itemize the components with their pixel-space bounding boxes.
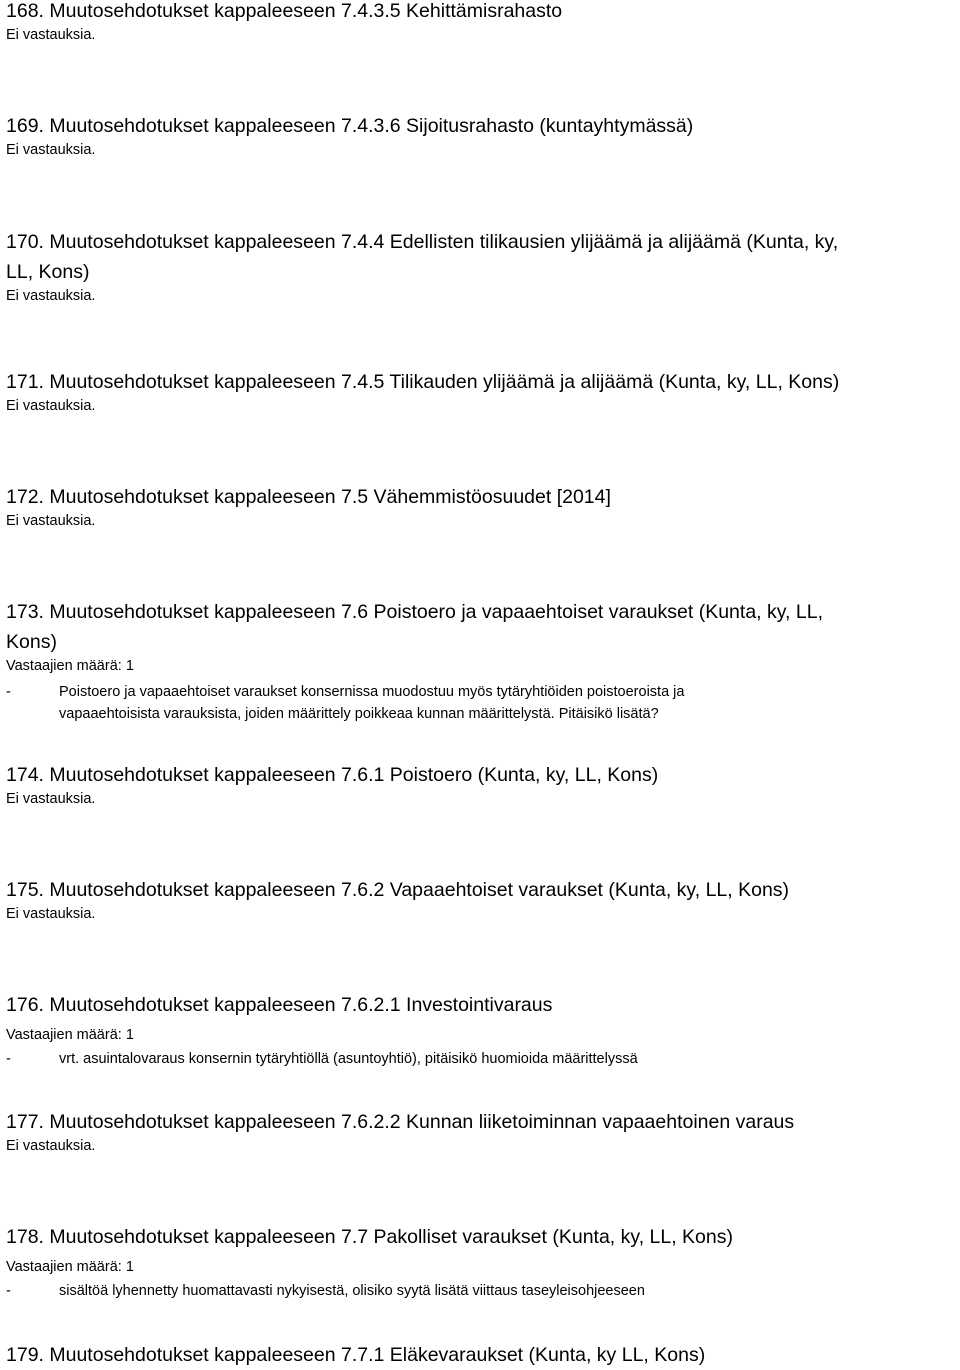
question-179 — [6, 1340, 956, 1370]
question-title: 179. Muutosehdotukset kappaleeseen 7.7.1 Eläkevaraukset (Kunta, ky LL, Kons) — [6, 1344, 706, 1366]
response-text-line-2: vapaaehtoisista varauksista, joiden määrittely poikkeaa kunnan määrittelystä. Pitäisikö lisätä? — [59, 706, 659, 722]
question-status: Ei vastauksia. — [6, 142, 96, 158]
question-176 — [6, 990, 956, 1070]
question-title-line-1: 173. Muutosehdotukset kappaleeseen 7.6 Poistoero ja vapaaehtoiset varaukset (Kunta, ky, LL, — [6, 601, 824, 623]
question-status: Ei vastauksia. — [6, 1138, 96, 1154]
respondent-count: Vastaajien määrä: 1 — [6, 1259, 134, 1275]
question-173 — [6, 597, 956, 725]
response-item — [6, 1280, 956, 1302]
question-169 — [6, 111, 956, 159]
question-title: 178. Muutosehdotukset kappaleeseen 7.7 Pakolliset varaukset (Kunta, ky, LL, Kons) — [6, 1226, 733, 1248]
question-title: 177. Muutosehdotukset kappaleeseen 7.6.2.2 Kunnan liiketoiminnan vapaaehtoinen varaus — [6, 1111, 795, 1133]
response-item — [6, 681, 956, 725]
response-text-line-1: vrt. asuintalovaraus konsernin tytäryhtiöllä (asuntoyhtiö), pitäisikö huomioida määrittelyssä — [59, 1051, 638, 1067]
question-title: 169. Muutosehdotukset kappaleeseen 7.4.3.6 Sijoitusrahasto (kuntayhtymässä) — [6, 115, 694, 137]
question-status: Ei vastauksia. — [6, 513, 96, 529]
question-175 — [6, 875, 956, 923]
question-status: Ei vastauksia. — [6, 27, 96, 43]
question-title: 172. Muutosehdotukset kappaleeseen 7.5 Vähemmistöosuudet [2014] — [6, 486, 611, 508]
response-item — [6, 1048, 956, 1070]
question-178 — [6, 1222, 956, 1302]
response-text-line-1: Poistoero ja vapaaehtoiset varaukset konsernissa muodostuu myös tytäryhtiöiden poistoeroista ja — [59, 684, 685, 700]
question-171 — [6, 367, 956, 415]
question-status: Ei vastauksia. — [6, 791, 96, 807]
question-status: Ei vastauksia. — [6, 288, 96, 304]
response-text-line-1: sisältöä lyhennetty huomattavasti nykyisestä, olisiko syytä lisätä viittaus taseyleisohjeeseen — [59, 1283, 645, 1299]
question-174 — [6, 760, 956, 808]
question-177 — [6, 1107, 956, 1155]
respondent-count: Vastaajien määrä: 1 — [6, 658, 134, 674]
bullet-dash: - — [6, 1051, 11, 1067]
question-title-line-2: LL, Kons) — [6, 261, 90, 283]
question-title: 168. Muutosehdotukset kappaleeseen 7.4.3.5 Kehittämisrahasto — [6, 0, 563, 22]
question-title-line-2: Kons) — [6, 631, 57, 653]
bullet-dash: - — [6, 684, 11, 700]
question-title: 171. Muutosehdotukset kappaleeseen 7.4.5 Tilikauden ylijäämä ja alijäämä (Kunta, ky, LL, Kons) — [6, 371, 840, 393]
bullet-dash: - — [6, 1283, 11, 1299]
question-status: Ei vastauksia. — [6, 398, 96, 414]
question-title: 175. Muutosehdotukset kappaleeseen 7.6.2 Vapaaehtoiset varaukset (Kunta, ky, LL, Kons) — [6, 879, 790, 901]
respondent-count: Vastaajien määrä: 1 — [6, 1027, 134, 1043]
question-title: 174. Muutosehdotukset kappaleeseen 7.6.1 Poistoero (Kunta, ky, LL, Kons) — [6, 764, 659, 786]
question-title-line-1: 170. Muutosehdotukset kappaleeseen 7.4.4 Edellisten tilikausien ylijäämä ja alijäämä (Kunta, ky, — [6, 231, 839, 253]
question-168 — [6, 0, 956, 44]
question-title: 176. Muutosehdotukset kappaleeseen 7.6.2.1 Investointivaraus — [6, 994, 553, 1016]
question-status: Ei vastauksia. — [6, 906, 96, 922]
question-172 — [6, 482, 956, 530]
question-170 — [6, 227, 956, 305]
